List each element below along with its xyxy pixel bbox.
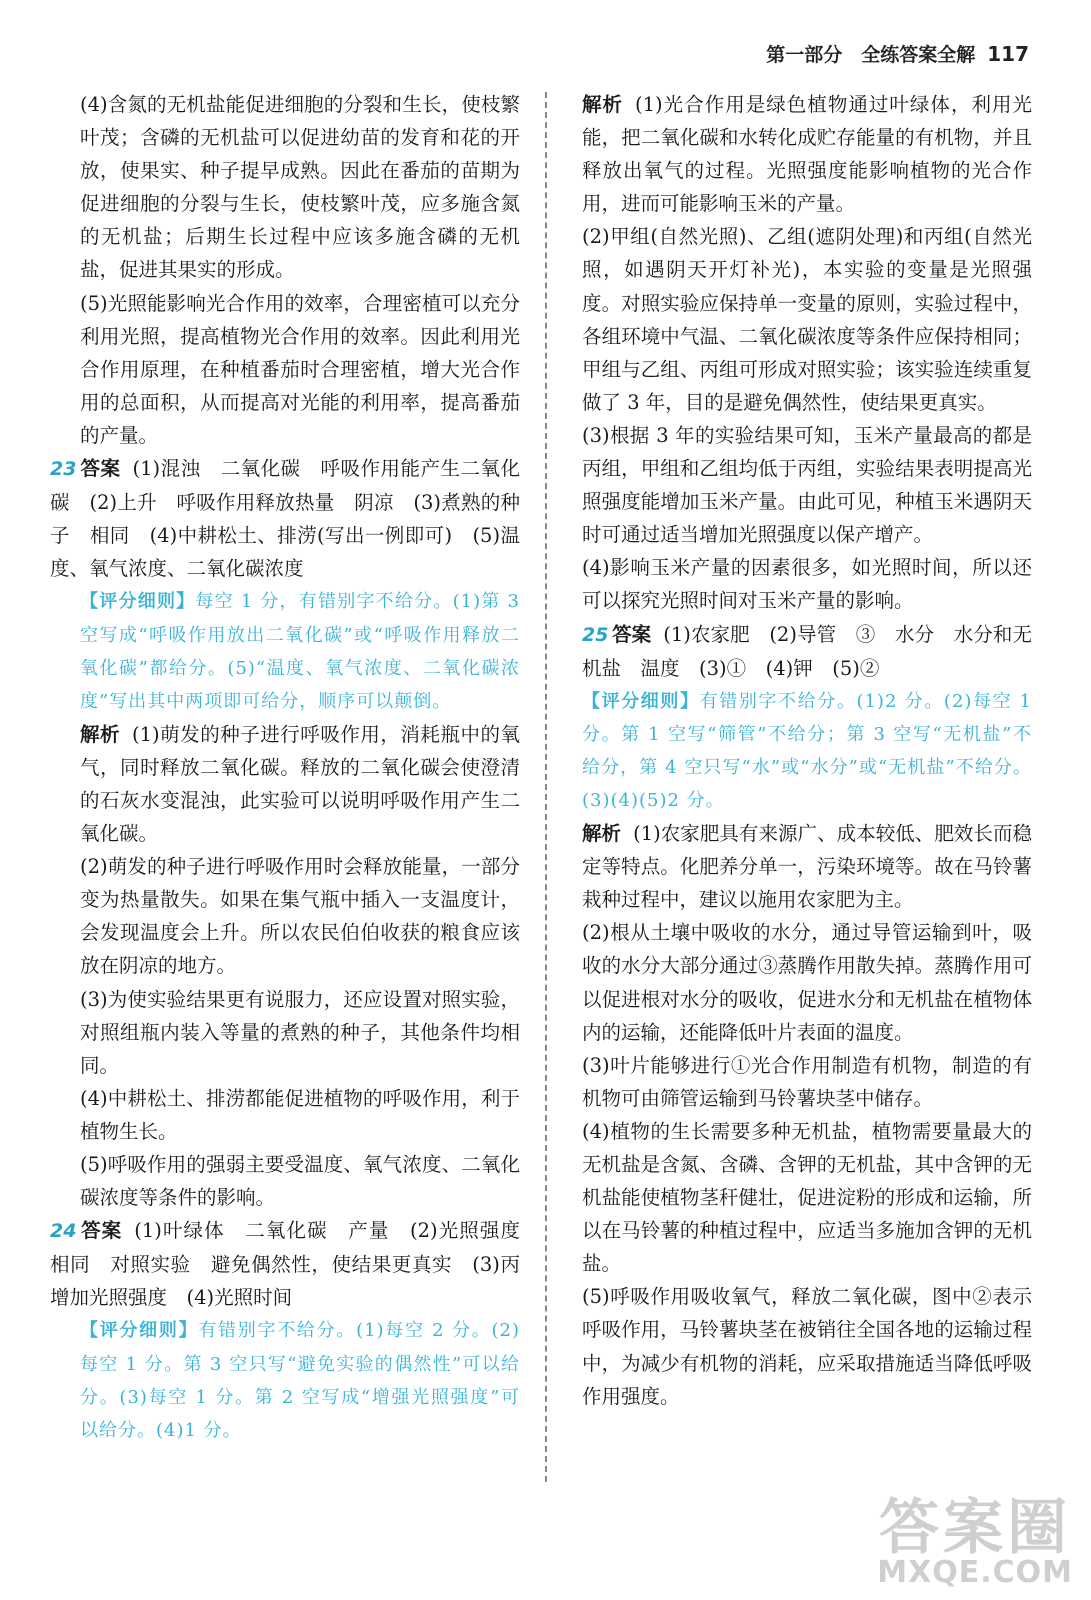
q24-analysis-4: (4)影响玉米产量的因素很多，如光照时间，所以还可以探究光照时间对玉米产量的影响。 bbox=[582, 556, 1032, 613]
q23-score-text: 每空 1 分，有错别字不给分。(1)第 3 空写成“呼吸作用放出二氧化碳”或“呼吸作用释放二氧化碳”都给分。(5)“温度、氧气浓度、二氧化碳浓度”写出其中两项即可给分，顺序可以颠倒。 bbox=[80, 591, 520, 712]
q24-score-text: 有错别字不给分。(1)每空 2 分。(2)每空 1 分。第 3 空只写“避免实验的偶然性”可以给分。(3)每空 1 分。第 2 空写成“增强光照强度”可以给分。(4)1 分。 bbox=[80, 1320, 521, 1441]
q24-answer bbox=[50, 1214, 540, 1314]
right-column bbox=[582, 88, 1032, 1413]
q23-analysis-1 bbox=[50, 718, 520, 850]
q24-analysis-label: 解析 bbox=[582, 93, 624, 116]
q23-analysis-1-text: (1)萌发的种子进行呼吸作用，消耗瓶中的氧气，同时释放二氧化碳。释放的二氧化碳会使澄清的石灰水变混浊，此实验可以说明呼吸作用产生二氧化碳。 bbox=[80, 722, 520, 846]
q25-analysis-5: (5)呼吸作用吸收氧气，释放二氧化碳，图中②表示呼吸作用，马铃薯块茎在被销往全国各地的运输过程中，为减少有机物的消耗，应采取措施适当降低呼吸作用强度。 bbox=[582, 1285, 1032, 1408]
q23-answer-label: 答案 bbox=[80, 457, 121, 481]
section-title: 第一部分 全练答案全解 bbox=[766, 44, 976, 66]
q25-answer bbox=[582, 618, 1032, 685]
q23-analysis-5: (5)呼吸作用的强弱主要受温度、氧气浓度、二氧化碳浓度等条件的影响。 bbox=[80, 1153, 520, 1210]
q23-scoring bbox=[50, 585, 520, 717]
q24-number: 24 bbox=[50, 1220, 77, 1243]
q24-score-label: 【评分细则】 bbox=[80, 1320, 199, 1342]
left-column bbox=[50, 88, 540, 1447]
q24-answer-text: (1)叶绿体 二氧化碳 产量 (2)光照强度 相同 对照实验 避免偶然性，使结果更真实 (3)丙 增加光照强度 (4)光照时间 bbox=[50, 1219, 540, 1310]
q24-answer-label: 答案 bbox=[80, 1219, 123, 1243]
q23-analysis-3: (3)为使实验结果更有说服力，还应设置对照实验，对照组瓶内装入等量的煮熟的种子，其他条件均相同。 bbox=[80, 987, 520, 1077]
q24-analysis-3: (3)根据 3 年的实验结果可知，玉米产量最高的都是丙组，甲组和乙组均低于丙组，实验结果表明提高光照强度能增加玉米产量。由此可见，种植玉米遇阴天时可通过适当增加光照强度以保产增产。 bbox=[582, 423, 1032, 547]
watermark-title: 答案圈 bbox=[879, 1493, 1072, 1563]
q24-analysis-2: (2)甲组(自然光照)、乙组(遮阴处理)和丙组(自然光照，如遇阴天开灯补光)，本实验的变量是光照强度。对照实验应保持单一变量的原则，实验过程中，各组环境中气温、二氧化碳浓度等条件应保持相同；甲组与乙组、丙组可形成对照实验；该实验连续重复做了 3 年，目的是避免偶然性，使结果更真实。 bbox=[582, 225, 1032, 414]
watermark-logo bbox=[877, 1493, 1073, 1590]
q24-analysis-1 bbox=[582, 88, 1032, 220]
q25-analysis-1-text: (1)农家肥具有来源广、成本较低、肥效长而稳定等特点。化肥养分单一，污染环境等。故在马铃薯栽种过程中，建议以施用农家肥为主。 bbox=[582, 822, 1032, 912]
q25-analysis-4: (4)植物的生长需要多种无机盐，植物需要量最大的无机盐是含氮、含磷、含钾的无机盐，其中含钾的无机盐能使植物茎秆健壮，促进淀粉的形成和运输，所以在马铃薯的种植过程中，应适当多施加含钾的无机盐。 bbox=[582, 1119, 1032, 1276]
q25-analysis-label: 解析 bbox=[582, 822, 622, 846]
q23-answer bbox=[50, 452, 520, 585]
q25-score-label: 【评分细则】 bbox=[582, 690, 700, 712]
q24-analysis-1-text: (1)光合作用是绿色植物通过叶绿体，利用光能，把二氧化碳和水转化成贮存能量的有机物，并且释放出氧气的过程。光照强度能影响植物的光合作用，进而可能影响玉米的产量。 bbox=[582, 93, 1032, 216]
page-number: 117 bbox=[987, 42, 1029, 66]
column-divider bbox=[545, 92, 547, 1482]
watermark-url: MXQE.COM bbox=[877, 1555, 1073, 1590]
q25-number: 25 bbox=[582, 623, 609, 646]
q25-analysis-2: (2)根从土壤中吸收的水分，通过导管运输到叶，吸收的水分大部分通过③蒸腾作用散失掉。蒸腾作用可以促进根对水分的吸收，促进水分和无机盐在植物体内的运输，还能降低叶片表面的温度。 bbox=[582, 921, 1032, 1044]
q23-answer-text: (1)混浊 二氧化碳 呼吸作用能产生二氧化碳 (2)上升 呼吸作用释放热量 阴凉 (3)煮熟的种子 相同 (4)中耕松土、排涝(写出一例即可) (5)温度、氧气浓度、二氧化碳浓度 bbox=[50, 457, 520, 581]
q23-analysis-4: (4)中耕松土、排涝都能促进植物的呼吸作用，利于植物生长。 bbox=[80, 1086, 520, 1143]
q25-score-text: 有错别字不给分。(1)2 分。(2)每空 1 分。第 1 空写“筛管”不给分；第 3 空写“无机盐”不给分，第 4 空只写“水”或“水分”或“无机盐”不给分。(3)(4)(5)2 分。 bbox=[582, 690, 1033, 811]
q23-analysis-label: 解析 bbox=[80, 722, 121, 746]
q23-score-label: 【评分细则】 bbox=[80, 591, 196, 613]
page-header bbox=[766, 40, 1029, 67]
q24-scoring bbox=[50, 1314, 520, 1446]
q23-analysis-2: (2)萌发的种子进行呼吸作用时会释放能量，一部分变为热量散失。如果在集气瓶中插入一支温度计，会发现温度会上升。所以农民伯伯收获的粮食应该放在阴凉的地方。 bbox=[80, 855, 520, 978]
q25-answer-label: 答案 bbox=[612, 622, 652, 646]
q23-number: 23 bbox=[50, 458, 77, 481]
q25-answer-text: (1)农家肥 (2)导管 ③ 水分 水分和无机盐 温度 (3)① (4)钾 (5)② bbox=[582, 622, 1032, 680]
q25-analysis-3: (3)叶片能够进行①光合作用制造有机物，制造的有机物可由筛管运输到马铃薯块茎中储存。 bbox=[582, 1053, 1032, 1110]
q25-scoring bbox=[582, 685, 1032, 817]
q22-analysis-5: (5)光照能影响光合作用的效率，合理密植可以充分利用光照，提高植物光合作用的效率。因此利用光合作用原理，在种植番茄时合理密植，增大光合作用的总面积，从而提高对光能的利用率，提高番茄的产量。 bbox=[80, 291, 520, 447]
q22-analysis-4: (4)含氮的无机盐能促进细胞的分裂和生长，使枝繁叶茂；含磷的无机盐可以促进幼苗的发育和花的开放，使果实、种子提早成熟。因此在番茄的苗期为促进细胞的分裂与生长，使枝繁叶茂，应多施含氮的无机盐；后期生长过程中应该多施含磷的无机盐，促进其果实的形成。 bbox=[80, 93, 520, 282]
q25-analysis-1 bbox=[582, 817, 1032, 916]
